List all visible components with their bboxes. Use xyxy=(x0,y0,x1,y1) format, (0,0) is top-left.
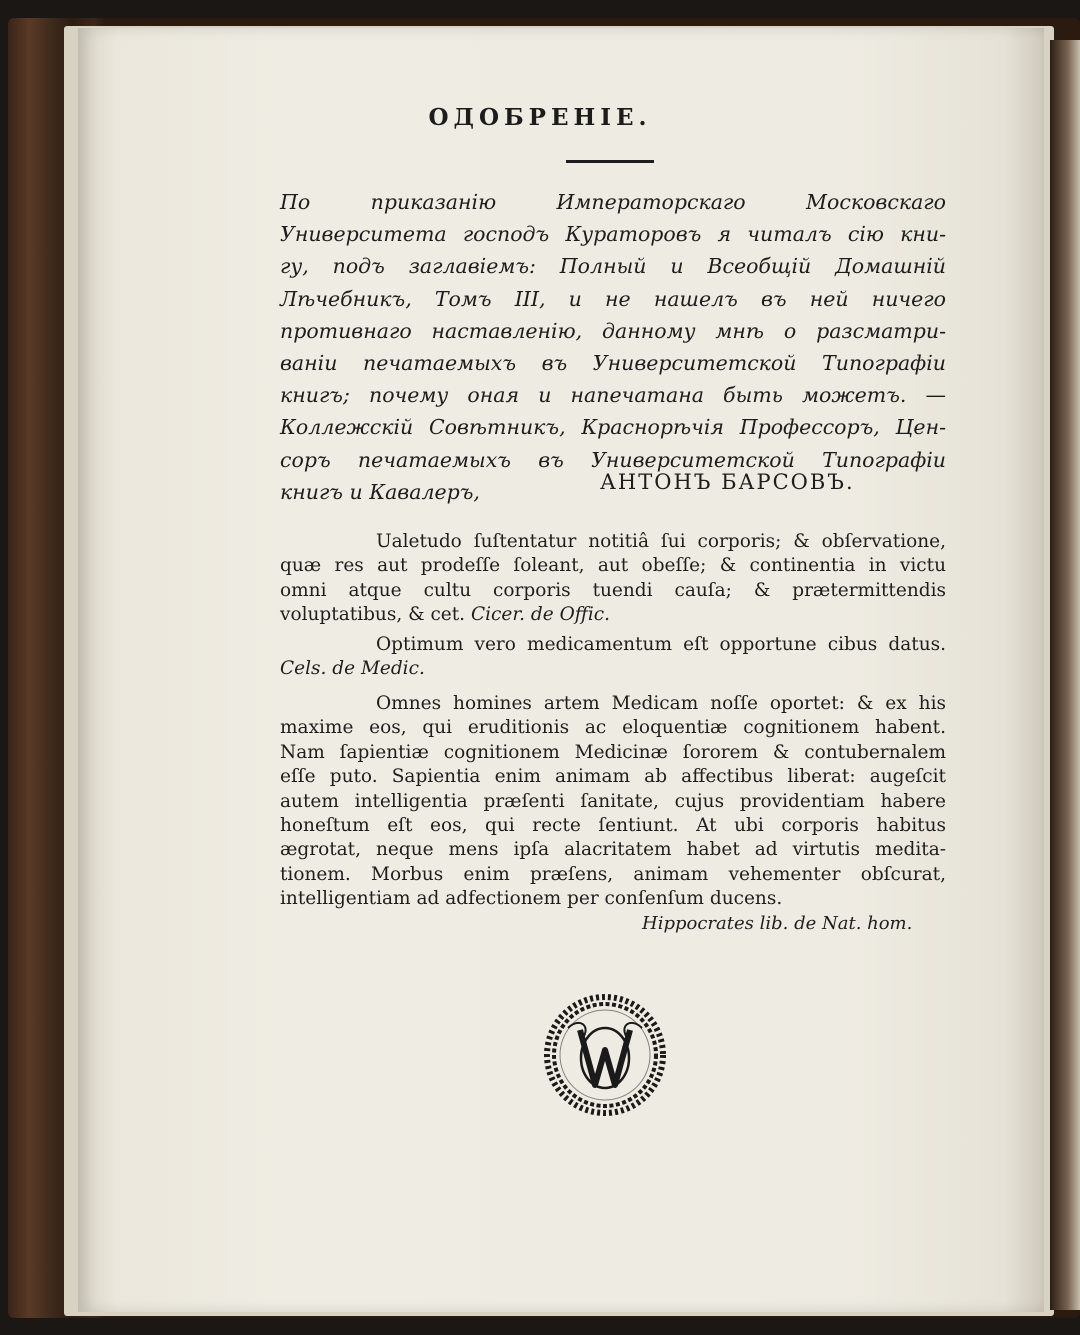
page-heading: ОДОБРЕНІЕ. xyxy=(428,104,652,131)
quote-line: intelligentiam ad adfectionem per conſenſum ducens. xyxy=(280,888,783,910)
quote-line xyxy=(280,603,946,627)
approval-line: По приказанію Императорскаго Московскаго xyxy=(280,190,946,214)
wreath-monogram-emblem xyxy=(540,990,670,1120)
approval-line: ваніи печатаемыхъ въ Университетской Типографіи xyxy=(280,350,946,375)
approval-line: Коллежскій Совѣтникъ, Краснорѣчія Профессоръ, Цен- xyxy=(280,415,946,440)
quote-line: ægrotat, neque mens ipſa alacritatem habet ad virtutis medita- xyxy=(280,839,946,861)
quote-line: quæ res aut prodeſſe ſoleant, aut obeſſe; & continentia in victu xyxy=(280,555,946,577)
quote-line: maxime eos, qui eruditionis ac eloquentiæ cognitionem habent. xyxy=(280,717,946,739)
approval-line: Лѣчебникъ, Томъ III, и не нашелъ въ ней ничего xyxy=(280,286,946,311)
quote-line: honeſtum eſt eos, qui recte ſentiunt. At ubi corporis habitus xyxy=(280,814,946,836)
quote-citation: Cicer. de Offic. xyxy=(470,604,611,626)
facing-page-edge xyxy=(1050,40,1080,1310)
quote-line: eſſe puto. Sapientia enim animam ab affectibus liberat: augeſcit xyxy=(280,766,946,788)
approval-line: книгъ и Кавалеръ, xyxy=(280,479,480,504)
quote-citation: Cels. de Medic. xyxy=(280,658,425,680)
approval-line: Университета господъ Кураторовъ я читалъ сію кни- xyxy=(280,222,946,247)
approval-line: противнаго наставленію, данному мнѣ о разсматри- xyxy=(280,318,946,343)
quote-line-text: voluptatibus, & cet. xyxy=(280,604,471,626)
quote-line: Nam ſapientiæ cognitionem Medicinæ ſororem & contubernalem xyxy=(280,741,946,763)
approval-line: гу, подъ заглавіемъ: Полный и Всеобщій Домашній xyxy=(280,254,946,279)
approval-line: соръ печатаемыхъ въ Университетской Типографіи xyxy=(280,447,946,472)
quote-line: Omnes homines artem Medicam noſſe oportet: & ex his xyxy=(376,693,946,714)
quote-line: Ualetudo ſuſtentatur notitiâ ſui corporis; & obſervatione, xyxy=(376,531,946,552)
quote-line: omni atque cultu corporis tuendi cauſa; & prætermittendis xyxy=(280,579,946,601)
approval-text xyxy=(280,186,946,508)
quote-citation: Hippocrates lib. de Nat. hom. xyxy=(642,913,913,934)
quote-celsus xyxy=(280,633,946,682)
quote-cicero xyxy=(280,530,946,628)
quote-line: autem intelligentia præſenti ſanitate, cujus providentiam habere xyxy=(280,790,946,812)
censor-signature: АНТОНЪ БАРСОВЪ. xyxy=(600,470,855,494)
heading-rule xyxy=(566,160,654,163)
quote-line: tionem. Morbus enim præſens, animam vehementer obſcurat, xyxy=(280,863,946,885)
quote-hippocrates xyxy=(280,692,946,912)
approval-line: книгъ; почему оная и напечатана быть можетъ. — xyxy=(280,383,946,408)
quote-line: Optimum vero medicamentum eſt opportune cibus datus. xyxy=(376,634,946,655)
